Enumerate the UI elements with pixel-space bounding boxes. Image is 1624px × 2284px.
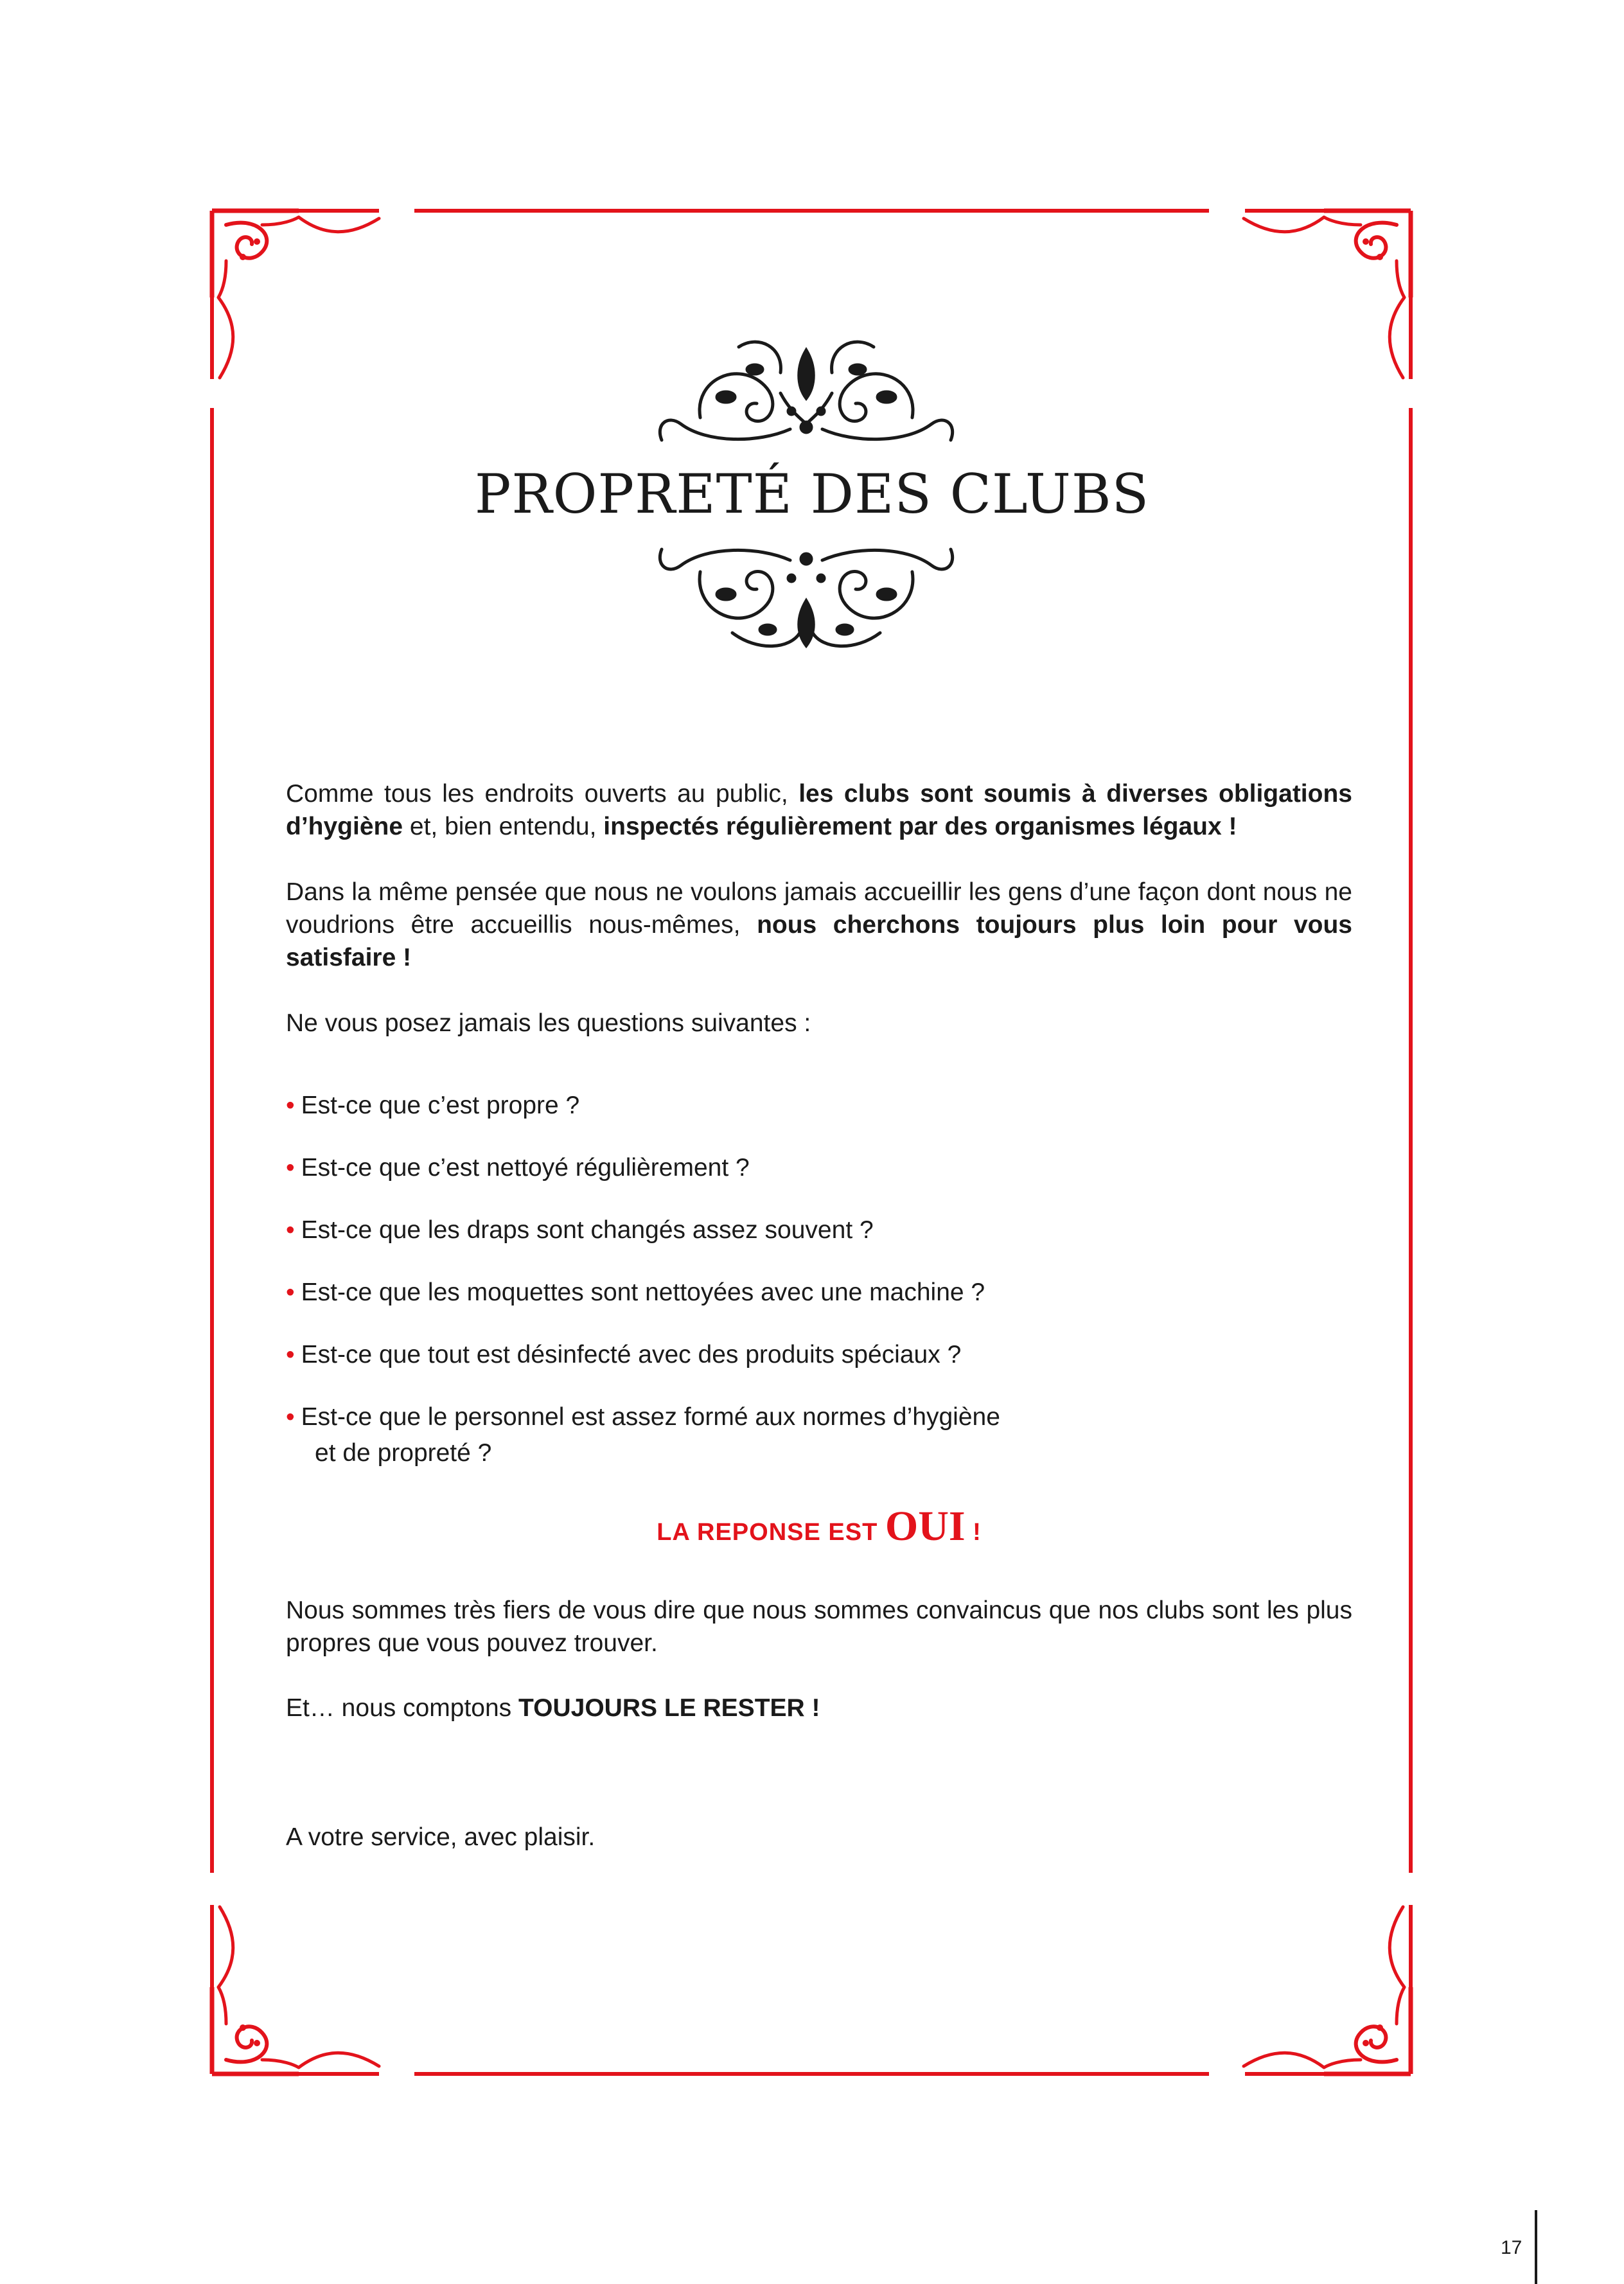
questions-list [286,1088,1352,1471]
signoff: A votre service, avec plaisir. [286,1823,596,1851]
bullet-icon: • [286,1279,295,1306]
list-item [286,1212,1352,1248]
question-text: Est-ce que les moquettes sont nettoyées avec une machine ? [301,1279,985,1306]
intro-text-1: Comme tous les endroits ouverts au public, [286,780,799,808]
bullet-icon: • [286,1341,295,1368]
list-item [286,1275,1352,1311]
intro-bold-2: inspectés régulièrement par des organismes légaux ! [603,813,1237,840]
title-ornament-top-icon [660,342,952,440]
commitment-line [286,1692,1352,1724]
bullet-icon: • [286,1216,295,1244]
list-item [286,1337,1352,1373]
closing-paragraph: Nous sommes très fiers de vous dire que nous sommes convaincus que nos clubs sont les plus propres que vous pouvez trouver. [286,1597,1352,1657]
page-title: PROPRETÉ DES CLUBS [474,463,1150,526]
commitment-bold: TOUJOURS LE RESTER ! [518,1694,820,1722]
answer-oui: OUI [885,1503,966,1550]
second-bold-1: nous cherchons toujours plus loin pour vous satisfaire ! [286,911,1352,971]
frame-corner-top-left-icon [212,211,379,378]
page-body [286,777,1352,1854]
frame-corner-top-right-icon [1244,211,1411,378]
list-item [286,1088,1352,1124]
question-text: Est-ce que tout est désinfecté avec des produits spéciaux ? [301,1341,962,1368]
intro-paragraph [286,777,1352,843]
intro-bold-1: les clubs sont soumis à diverses obligations d’hygiène [286,780,1352,840]
answer-prefix: LA REPONSE EST [657,1519,885,1546]
list-item [286,1399,1352,1471]
question-text: Est-ce que les draps sont changés assez souvent ? [301,1216,874,1244]
title-ornament-bottom-icon [660,549,952,646]
second-text-1: Dans la même pensée que nous ne voulons jamais accueillir les gens d’une façon dont nous ne voudrions être accueillis nous-mêmes, [286,878,1352,939]
second-paragraph [286,876,1352,974]
answer-suffix: ! [965,1519,982,1546]
bullet-icon: • [286,1403,295,1431]
frame-corner-bottom-left-icon [212,1907,379,2074]
bullet-icon: • [286,1154,295,1182]
question-text: Est-ce que c’est propre ? [301,1092,580,1119]
answer-heading [286,1503,1352,1550]
question-text: Est-ce que c’est nettoyé régulièrement ? [301,1154,750,1182]
question-continuation: et de propreté ? [315,1439,492,1467]
frame-corner-bottom-right-icon [1244,1907,1411,2074]
questions-intro: Ne vous posez jamais les questions suivantes : [286,1009,811,1037]
page-number-rule [1535,2210,1537,2284]
list-item [286,1150,1352,1186]
page-number: 17 [1501,2237,1522,2258]
commitment-text: Et… nous comptons [286,1694,519,1722]
question-text: Est-ce que le personnel est assez formé aux normes d’hygiène [301,1403,1000,1431]
bullet-icon: • [286,1092,295,1119]
intro-text-2: et, bien entendu, [403,813,604,840]
